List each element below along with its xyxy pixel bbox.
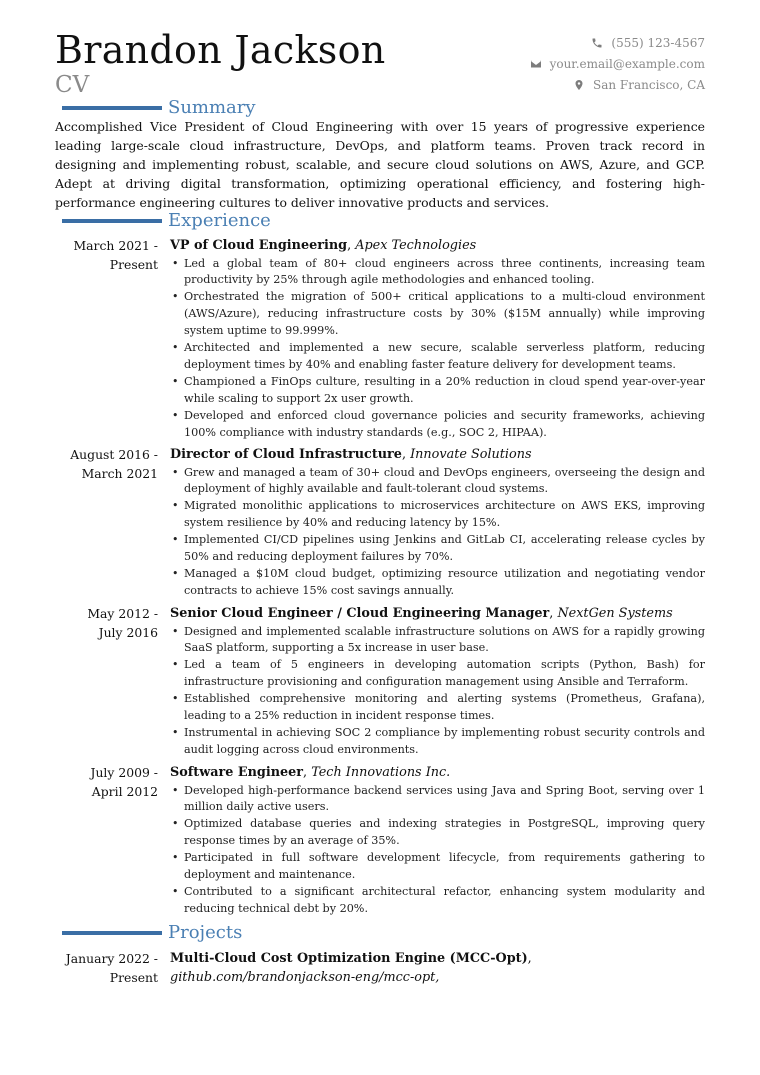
bullet-list [170, 465, 705, 600]
location-pin-icon [573, 79, 585, 91]
contact-block [530, 34, 705, 97]
document-type: CV [55, 72, 90, 98]
date-start: August 2016 - [70, 447, 158, 462]
entry-heading: Software Engineer, Tech Innovations Inc. [170, 765, 451, 780]
list-item: • Orchestrated the migration of 500+ critical applications to a multi-cloud environment (AWS/Azure), reducing infrastructure costs by 30% ($15M annually) while improving system uptime to 99.999%. [170, 289, 705, 340]
project-heading: Multi-Cloud Cost Optimization Engine (MCC-Opt), github.com/brandonjackson-eng/mcc-opt, [170, 951, 532, 985]
list-item: • Championed a FinOps culture, resulting in a 20% reduction in cloud spend year-over-year while scaling to support 2x user growth. [170, 374, 705, 408]
list-item: • Contributed to a significant architectural refactor, enhancing system modularity and reducing technical debt by 20%. [170, 884, 705, 918]
company-name: NextGen Systems [557, 606, 673, 621]
date-end: Present [109, 256, 158, 272]
company-name: Innovate Solutions [410, 447, 532, 462]
summary-text: Accomplished Vice President of Cloud Engineering with over 15 years of progressive experience leading large-scale cloud infrastructure, DevOps, and platform teams. Proven track record in designing and implementing robust, scalable, and secure cloud solutions on AWS, Azure, and GCP. Adept at driving digital transformation, optimizing operational efficiency, and fostering high-performance engineering cultures to deliver innovative products and services. [55, 119, 705, 210]
list-item: • Developed high-performance backend services using Java and Spring Boot, serving over 1 million daily active users. [170, 783, 705, 817]
entry-body [170, 764, 705, 918]
list-item: • Established comprehensive monitoring and alerting systems (Prometheus, Grafana), leading to a 25% reduction in incident response times. [170, 691, 705, 725]
list-item: • Optimized database queries and indexing strategies in PostgreSQL, improving query response times by an average of 35%. [170, 816, 705, 850]
job-title: Software Engineer [170, 765, 304, 780]
email-text: your.email@example.com [549, 57, 705, 71]
list-item: • Participated in full software development lifecycle, from requirements gathering to deployment and maintenance. [170, 850, 705, 884]
bullet-list [170, 783, 705, 918]
entry-dates [55, 950, 158, 987]
company-name: Tech Innovations Inc. [311, 765, 451, 780]
date-end: Present [109, 969, 158, 985]
entry-dates [55, 605, 158, 642]
list-item: • Implemented CI/CD pipelines using Jenkins and GitLab CI, accelerating release cycles by 50% and reducing deployment failures by 70%. [170, 532, 705, 566]
location-text: San Francisco, CA [592, 78, 705, 92]
list-item: • Grew and managed a team of 30+ cloud and DevOps engineers, overseeing the design and deployment of highly available and fault-tolerant cloud systems. [170, 465, 705, 499]
date-start: May 2012 - [87, 606, 158, 621]
date-end: July 2016 [98, 624, 158, 640]
list-item: • Developed and enforced cloud governance policies and security frameworks, achieving 100% compliance with industry standards (e.g., SOC 2, HIPAA). [170, 408, 705, 442]
company-name: Apex Technologies [355, 238, 477, 253]
job-title: Director of Cloud Infrastructure [170, 447, 402, 462]
entry-body [170, 950, 705, 987]
section-title-projects: Projects [168, 922, 243, 943]
entry-body [170, 446, 705, 600]
date-end: April 2012 [91, 783, 158, 799]
section-header-experience [62, 210, 271, 232]
section-title-summary: Summary [168, 97, 256, 118]
entry-dates [55, 237, 158, 274]
list-item: • Instrumental in achieving SOC 2 compliance by implementing robust security controls and audit logging across cloud environments. [170, 725, 705, 759]
project-link[interactable]: github.com/brandonjackson-eng/mcc-opt, [170, 969, 440, 985]
entry-body [170, 605, 705, 759]
date-start: January 2022 - [65, 951, 158, 966]
section-accent-bar [62, 106, 162, 110]
section-header-projects [62, 922, 242, 944]
entry-dates [55, 446, 158, 483]
envelope-icon [530, 58, 542, 70]
phone-text: (555) 123-4567 [611, 36, 705, 50]
entry-dates [55, 764, 158, 801]
entry-heading: Senior Cloud Engineer / Cloud Engineering Manager, NextGen Systems [170, 606, 673, 621]
job-title: Senior Cloud Engineer / Cloud Engineering Manager [170, 606, 550, 621]
project-title: Multi-Cloud Cost Optimization Engine (MCC-Opt) [170, 951, 528, 966]
section-header-summary [62, 97, 256, 119]
section-title-experience: Experience [168, 210, 271, 231]
contact-location [530, 76, 705, 94]
person-name: Brandon Jackson [55, 28, 386, 72]
list-item: • Led a team of 5 engineers in developing automation scripts (Python, Bash) for infrastructure provisioning and configuration management using Ansible and Terraform. [170, 657, 705, 691]
date-end: March 2021 [81, 465, 158, 481]
section-accent-bar [62, 219, 162, 223]
list-item: • Managed a $10M cloud budget, optimizing resource utilization and negotiating vendor contracts to achieve 15% cost savings annually. [170, 566, 705, 600]
entry-heading: Director of Cloud Infrastructure, Innovate Solutions [170, 447, 532, 462]
list-item: • Led a global team of 80+ cloud engineers across three continents, increasing team productivity by 25% through agile methodologies and enhanced tooling. [170, 256, 705, 290]
bullet-list [170, 624, 705, 759]
contact-phone[interactable] [530, 34, 705, 52]
date-start: March 2021 - [73, 238, 158, 253]
contact-email[interactable] [530, 55, 705, 73]
list-item: • Migrated monolithic applications to microservices architecture on AWS EKS, improving system resilience by 40% and reducing latency by 15%. [170, 498, 705, 532]
list-item: • Designed and implemented scalable infrastructure solutions on AWS for a rapidly growing SaaS platform, supporting a 5x increase in user base. [170, 624, 705, 658]
section-accent-bar [62, 931, 162, 935]
phone-icon [591, 37, 603, 49]
bullet-list [170, 256, 705, 442]
entry-body [170, 237, 705, 441]
list-item: • Architected and implemented a new secure, scalable serverless platform, reducing deployment times by 40% and enabling faster feature delivery for development teams. [170, 340, 705, 374]
entry-heading: VP of Cloud Engineering, Apex Technologies [170, 238, 477, 253]
date-start: July 2009 - [90, 765, 158, 780]
job-title: VP of Cloud Engineering [170, 238, 348, 253]
